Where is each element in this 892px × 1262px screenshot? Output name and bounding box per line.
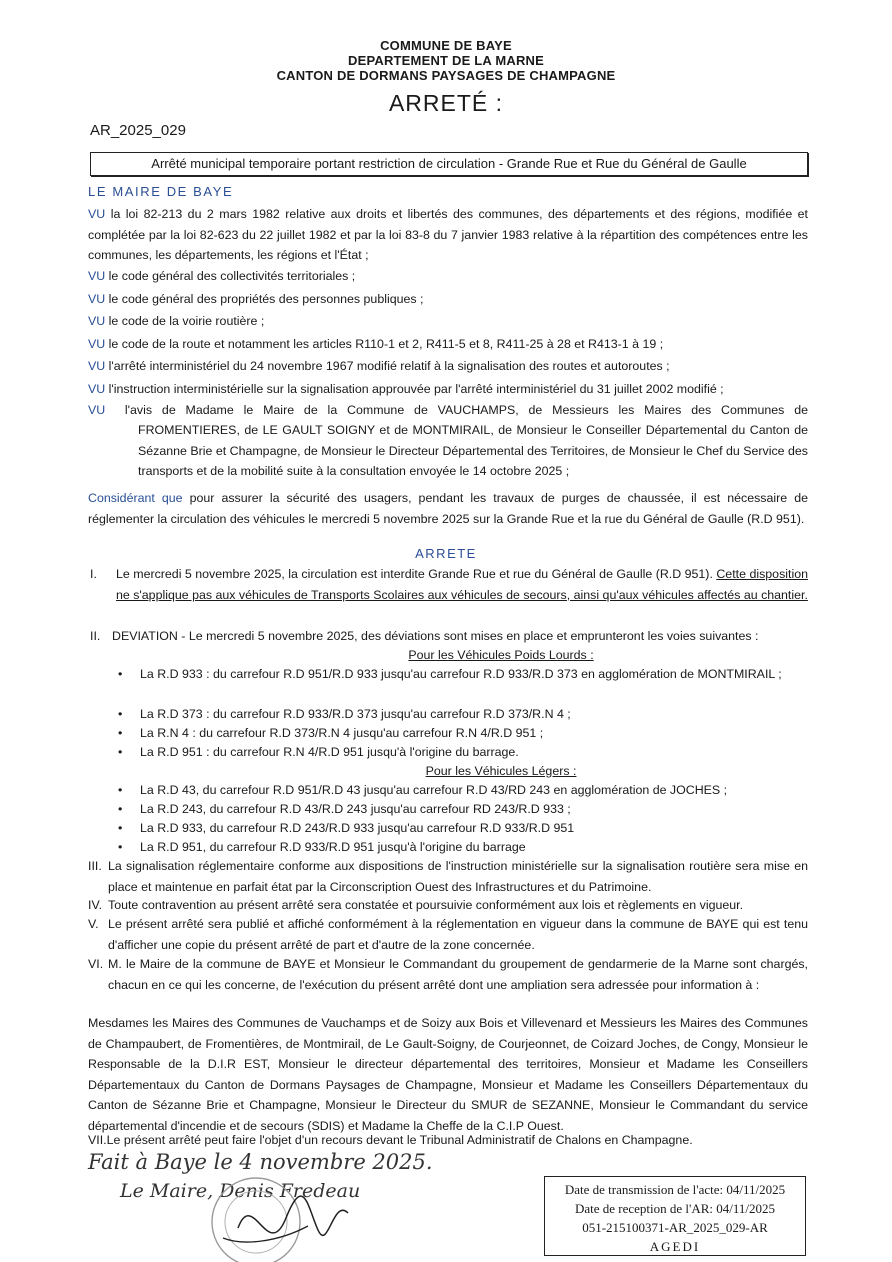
article-1-exception: Cette disposition ne s'applique pas aux véhicules de Transports Scolaires aux véhicules de secours, ainsi qu'aux véhicules affectés au chantier. xyxy=(116,567,808,602)
bullet: • xyxy=(118,667,123,681)
transmission-box xyxy=(544,1176,806,1256)
heavy-vehicles-title: Pour les Véhicules Poids Lourds : xyxy=(408,648,594,662)
vu-text: l'arrêté interministériel du 24 novembre 1967 modifié relatif à la signalisation des routes et autoroutes ; xyxy=(108,359,670,373)
bullet: • xyxy=(118,745,123,759)
vu-item xyxy=(88,334,808,355)
arrete-heading: ARRETE xyxy=(415,546,477,561)
bullet: • xyxy=(118,802,123,816)
bullet: • xyxy=(118,783,123,797)
list-item xyxy=(118,704,808,725)
article-number: I. xyxy=(90,567,97,581)
vu-text: la loi 82-213 du 2 mars 1982 relative aux droits et libertés des communes, des départements et des régions, modifiée et complétée par la loi 82-623 du 22 juillet 1982 et par la loi 83-8 du 7 janvier 1983 relative à la répartition des compétences entre les communes, les départements, les régions et l'État ; xyxy=(88,207,809,262)
article-number: VI. xyxy=(88,957,104,971)
agedi-label: AGEDI xyxy=(649,1239,701,1254)
list-item xyxy=(118,723,808,744)
article-3-text: La signalisation réglementaire conforme aux dispositions de l'instruction ministérielle sur la signalisation routière sera mise en place et maintenue en parfait état par la Circonscription Ouest des Infrastructures et du Patrimoine. xyxy=(108,859,808,894)
article-7-text: VII.Le présent arrêté peut faire l'objet d'un recours devant le Tribunal Administratif de Chalons en Champagne. xyxy=(88,1133,693,1147)
vu-label: VU xyxy=(88,403,106,417)
vu-label: VU xyxy=(88,359,106,373)
article-number: III. xyxy=(88,859,102,873)
vu-text: l'instruction interministérielle sur la signalisation approuvée par l'arrêté interministériel du 31 juillet 2002 modifié ; xyxy=(108,382,724,396)
light-vehicles-title: Pour les Véhicules Légers : xyxy=(425,764,577,778)
signature-mayor: Le Maire, Denis Fredeau xyxy=(120,1180,361,1202)
recipients-paragraph: Mesdames les Maires des Communes de Vauchamps et de Soizy aux Bois et Villevenard et Messieurs les Maires des Communes de Champaubert, de Fromentières, de Montmirail, de Le Gault-Soigny, de Courjeonnet, de Coizard Joches, de Congy, Monsieur le Responsable de la D.I.R EST, Monsieur le directeur départemental des territoires, Monsieur et Madame les Conseillers Départementaux du Canton de Dormans Paysages de Champagne, Monsieur et Madame les Conseillers Départementaux du Canton de Sézanne Brie et Champagne, Monsieur le Directeur du SMUR de SEZANNE, Monsieur le Commandant du service départemental d'incendie et de secours (SDIS) et Madame la Cheffe de la C.I.P Ouest. xyxy=(88,1016,808,1133)
act-identifier: 051-215100371-AR_2025_029-AR xyxy=(582,1220,768,1235)
considerant-label: Considérant que xyxy=(88,491,183,505)
route-text: La R.D 933, du carrefour R.D 243/R.D 933 jusqu'au carrefour R.D 933/R.D 951 xyxy=(140,821,575,835)
signature-scribble xyxy=(238,1196,348,1235)
vu-label: VU xyxy=(88,269,106,283)
article-4-text: Toute contravention au présent arrêté sera constatée et poursuivie conformément aux lois et règlements en vigueur. xyxy=(108,898,744,912)
article-number: IV. xyxy=(88,898,103,912)
route-text: La R.D 933 : du carrefour R.D 951/R.D 933 jusqu'au carrefour R.D 933/R.D 373 en agglomération de MONTMIRAIL ; xyxy=(140,667,782,681)
vu-text: le code général des collectivités territoriales ; xyxy=(108,269,356,283)
signature-place-date: Fait à Baye le 4 novembre 2025. xyxy=(88,1150,433,1174)
vu-label: VU xyxy=(88,207,106,221)
bullet: • xyxy=(118,707,123,721)
signature-stamp xyxy=(198,1168,353,1262)
article-1-text: Le mercredi 5 novembre 2025, la circulation est interdite Grande Rue et rue du Général de Gaulle (R.D 951). xyxy=(116,567,713,581)
reference-number: AR_2025_029 xyxy=(90,122,186,139)
article-2-text: DEVIATION - Le mercredi 5 novembre 2025, des déviations sont mises en place et emprunteront les voies suivantes : xyxy=(112,629,759,643)
article-1 xyxy=(116,564,808,605)
route-text: La R.D 951 : du carrefour R.N 4/R.D 951 jusqu'à l'origine du barrage. xyxy=(140,745,519,759)
route-text: La R.D 243, du carrefour R.D 43/R.D 243 jusqu'au carrefour RD 243/R.D 933 ; xyxy=(140,802,571,816)
bullet: • xyxy=(118,726,123,740)
article-6-text: M. le Maire de la commune de BAYE et Monsieur le Commandant du groupement de gendarmerie de la Marne sont chargés, chacun en ce qui les concerne, de l'exécution du présent arrêté dont une ampliation sera adressée pour information à : xyxy=(108,957,808,992)
vu-label: VU xyxy=(88,292,106,306)
article-number: V. xyxy=(88,917,99,931)
vu-label: VU xyxy=(88,337,106,351)
vu-item xyxy=(88,266,808,287)
vu-label: VU xyxy=(88,382,106,396)
vu-text: le code de la route et notamment les articles R110-1 et 2, R411-5 et 8, R411-25 à 28 et R413-1 à 19 ; xyxy=(108,337,664,351)
department-title: DEPARTEMENT DE LA MARNE xyxy=(348,53,544,68)
transmission-date: Date de transmission de l'acte: 04/11/2025 xyxy=(564,1182,786,1197)
route-text: La R.D 951, du carrefour R.D 933/R.D 951 jusqu'à l'origine du barrage xyxy=(140,840,526,854)
vu-item xyxy=(88,379,808,400)
bullet: • xyxy=(118,840,123,854)
vu-item-continued: FROMENTIERES, de LE GAULT SOIGNY et de MONTMIRAIL, de Monsieur le Conseiller Départemental du Canton de Sézanne Brie et Champagne, de Monsieur le Directeur Départemental des Territoires, de Monsieur le Chef du Service des transports et de la mobilité suite à la consultation envoyée le 14 octobre 2025 ; xyxy=(138,423,808,478)
vu-item xyxy=(88,400,808,421)
list-item xyxy=(118,837,808,858)
article-5-text: Le présent arrêté sera publié et affiché conformément à la réglementation en vigueur dans la commune de BAYE qui est tenu d'afficher une copie du présent arrêté de part et d'autre de la zone concernée. xyxy=(108,917,808,952)
considerant-text: pour assurer la sécurité des usagers, pendant les travaux de purges de chaussée, il est nécessaire de réglementer la circulation des véhicules le mercredi 5 novembre 2025 sur la Grande Rue et la rue du Général de Gaulle (R.D 951). xyxy=(88,491,808,526)
commune-title: COMMUNE DE BAYE xyxy=(380,38,512,53)
list-item xyxy=(118,664,808,685)
vu-item xyxy=(88,311,808,332)
route-text: La R.N 4 : du carrefour R.D 373/R.N 4 jusqu'au carrefour R.N 4/R.D 951 ; xyxy=(140,726,544,740)
vu-text: le code de la voirie routière ; xyxy=(108,314,265,328)
bullet: • xyxy=(118,821,123,835)
list-item xyxy=(118,780,808,801)
route-text: La R.D 373 : du carrefour R.D 933/R.D 373 jusqu'au carrefour R.D 373/R.N 4 ; xyxy=(140,707,571,721)
vu-text: le code général des propriétés des personnes publiques ; xyxy=(108,292,424,306)
vu-label: VU xyxy=(88,314,106,328)
vu-item xyxy=(88,289,808,310)
list-item xyxy=(118,742,808,763)
subject-box xyxy=(90,152,808,176)
canton-title: CANTON DE DORMANS PAYSAGES DE CHAMPAGNE xyxy=(276,68,616,83)
considerant-paragraph xyxy=(88,488,808,529)
vu-item xyxy=(88,204,808,266)
document-title: ARRETÉ : xyxy=(388,90,504,116)
list-item xyxy=(118,799,808,820)
reception-date: Date de reception de l'AR: 04/11/2025 xyxy=(574,1201,776,1216)
vu-item xyxy=(88,356,808,377)
route-text: La R.D 43, du carrefour R.D 951/R.D 43 jusqu'au carrefour R.D 43/RD 243 en agglomération de JOCHES ; xyxy=(140,783,728,797)
article-number: II. xyxy=(90,629,101,643)
mayor-heading: LE MAIRE DE BAYE xyxy=(88,184,234,199)
list-item xyxy=(118,818,808,839)
vu-text: l'avis de Madame le Maire de la Commune de VAUCHAMPS, de Messieurs les Maires des Communes de xyxy=(124,403,809,417)
stamp-inner-circle xyxy=(225,1191,287,1253)
subject-text: Arrêté municipal temporaire portant restriction de circulation - Grande Rue et Rue du Général de Gaulle xyxy=(151,156,747,171)
